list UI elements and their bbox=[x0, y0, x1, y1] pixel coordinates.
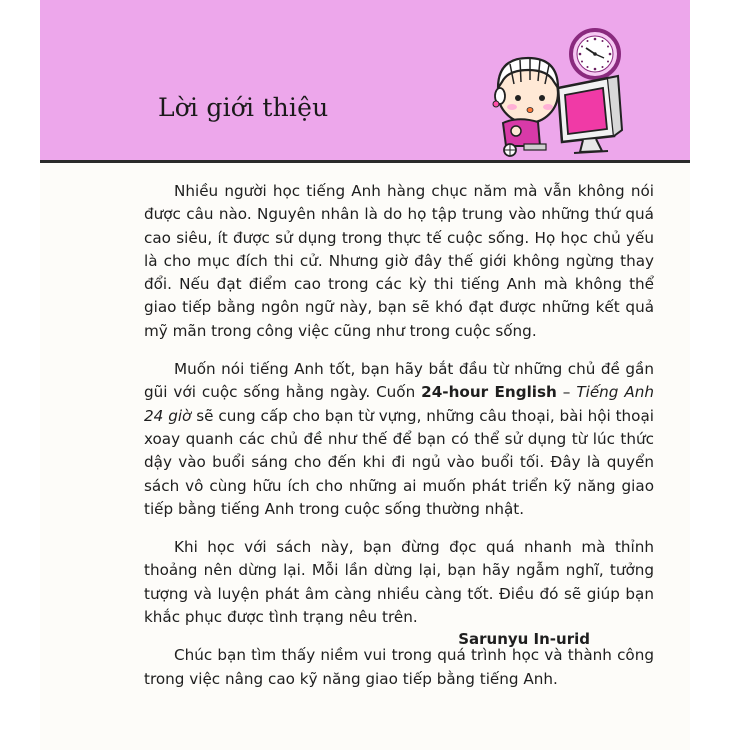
paragraph-2-rest: sẽ cung cấp cho bạn từ vựng, những câu thoại, bài hội thoại xoay quanh các chủ đề như thế để bạn có thể sử dụng từ lúc thức dậy vào buổi sáng cho đến khi đi ngủ vào buổi tối. Đây là quyển sách vô cùng hữu ích cho những ai muốn phát triển kỹ năng giao tiếp bằng tiếng Anh trong cuộc sống thường nhật. bbox=[144, 406, 654, 518]
book-title-vietnamese: Tiếng Anh 24 giờ bbox=[144, 383, 655, 425]
girl-icon bbox=[493, 58, 558, 156]
page-title: Lời giới thiệu bbox=[158, 93, 329, 122]
girl-at-computer-illustration bbox=[458, 18, 628, 158]
book-title-english: 24-hour English bbox=[421, 383, 557, 402]
computer-icon bbox=[558, 76, 622, 153]
introduction-body bbox=[144, 180, 654, 706]
clock-icon bbox=[571, 30, 619, 78]
title-dash: – bbox=[556, 383, 577, 402]
header-divider bbox=[40, 160, 690, 163]
paragraph-2 bbox=[144, 358, 654, 521]
paragraph-2-intro: Muốn nói tiếng Anh tốt, bạn hãy bắt đầu từ những chủ đề gần gũi với cuộc sống hằng ngày. Cuốn bbox=[144, 360, 654, 402]
author-signature: Sarunyu In-urid bbox=[458, 630, 590, 648]
paragraph-3: Khi học với sách này, bạn đừng đọc quá nhanh mà thỉnh thoảng nên dừng lại. Mỗi lần dừng lại, bạn hãy ngẫm nghĩ, tưởng tượng và luyện phát âm càng nhiều càng tốt. Điều đó sẽ giúp bạn khắc phục được tình trạng nêu trên. bbox=[144, 538, 654, 627]
paragraph-4: Chúc bạn tìm thấy niềm vui trong quá trình học và thành công trong việc nâng cao kỹ năng giao tiếp bằng tiếng Anh. bbox=[144, 646, 654, 688]
paragraph-1: Nhiều người học tiếng Anh hàng chục năm mà vẫn không nói được câu nào. Nguyên nhân là do họ tập trung vào những thứ quá cao siêu, ít được sử dụng trong thực tế cuộc sống. Họ học chủ yếu là cho mục đích thi cử. Nhưng giờ đây thế giới không ngừng thay đổi. Nếu đạt điểm cao trong các kỳ thi tiếng Anh mà không thể giao tiếp bằng ngôn ngữ này, bạn sẽ khó đạt được những kết quả mỹ mãn trong công việc cũng như trong cuộc sống. bbox=[144, 182, 654, 340]
book-page bbox=[40, 0, 690, 750]
